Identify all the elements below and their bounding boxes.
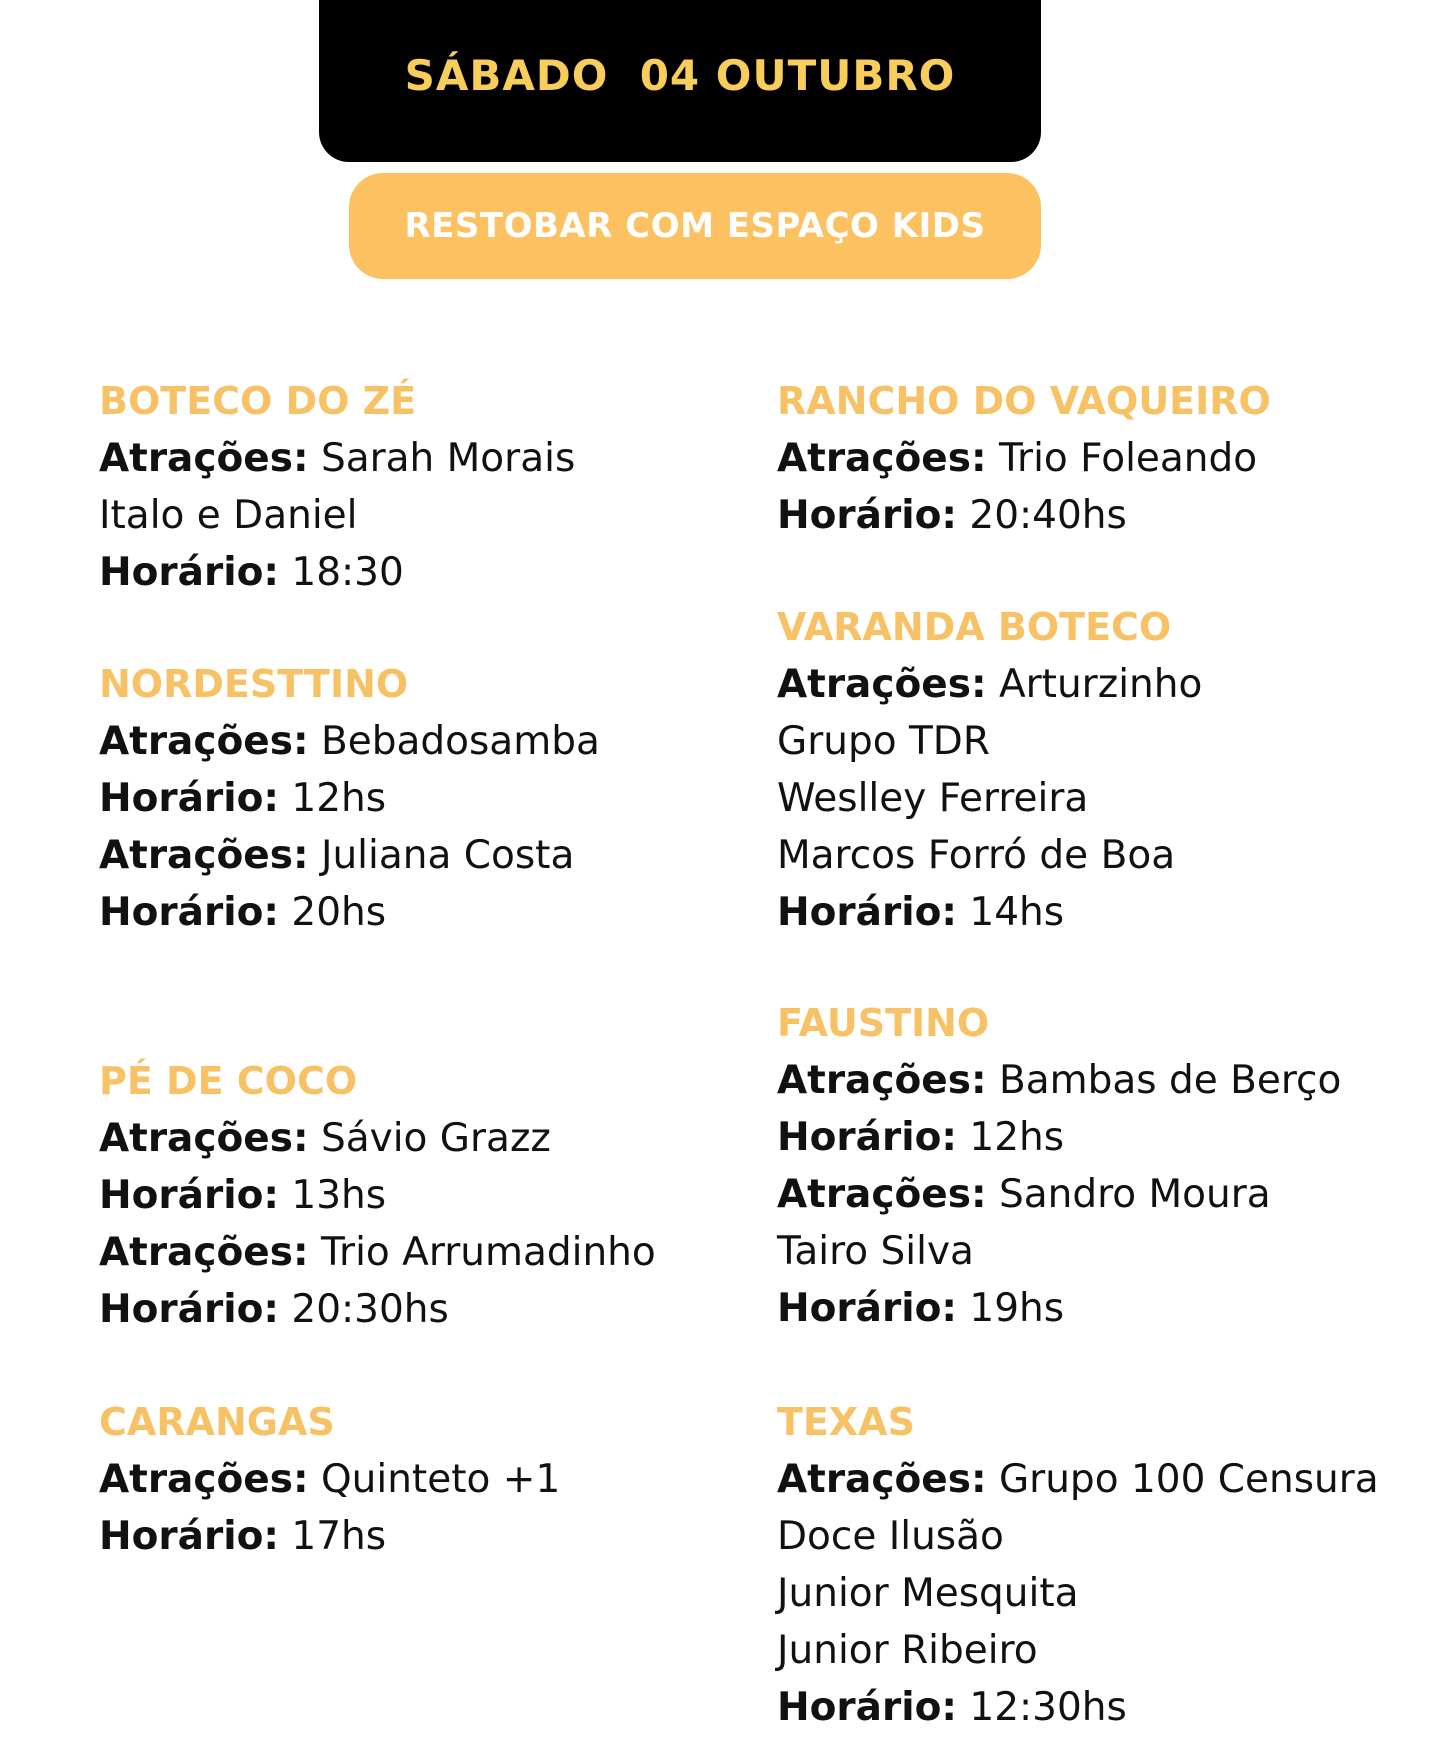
line-value: Tairo Silva xyxy=(777,1229,974,1274)
line-value: Trio Arrumadinho xyxy=(308,1230,656,1275)
venue-line xyxy=(777,1166,1341,1223)
venue-line xyxy=(99,1110,656,1167)
line-label: Horário: xyxy=(777,1685,957,1730)
venue-line xyxy=(777,487,1271,544)
venue-line xyxy=(777,884,1202,941)
line-value: Bebadosamba xyxy=(308,719,600,764)
line-value: 12hs xyxy=(956,1115,1065,1160)
line-value: Junior Ribeiro xyxy=(777,1628,1038,1673)
venue-line xyxy=(99,1224,656,1281)
line-value: Junior Mesquita xyxy=(777,1571,1079,1616)
venue-line xyxy=(777,1052,1341,1109)
line-label: Horário: xyxy=(99,1514,279,1559)
line-value: Marcos Forró de Boa xyxy=(777,833,1176,878)
line-label: Horário: xyxy=(777,890,957,935)
venue-right-3 xyxy=(777,1394,1379,1736)
venue-line xyxy=(777,656,1202,713)
venue-name: FAUSTINO xyxy=(777,1001,990,1045)
venue-left-3 xyxy=(99,1394,560,1565)
line-value: Quinteto +1 xyxy=(308,1457,561,1502)
line-value: Sandro Moura xyxy=(986,1172,1271,1217)
line-value: 14hs xyxy=(956,890,1065,935)
line-value: 20hs xyxy=(278,890,387,935)
line-label: Atrações: xyxy=(99,1457,309,1502)
line-label: Atrações: xyxy=(99,1116,309,1161)
venue-left-2 xyxy=(99,1053,656,1338)
line-value: Sarah Morais xyxy=(308,436,576,481)
line-label: Horário: xyxy=(777,1115,957,1160)
line-value: Arturzinho xyxy=(986,662,1203,707)
venue-line xyxy=(777,770,1202,827)
venue-line xyxy=(99,430,575,487)
venue-line xyxy=(99,713,600,770)
restobar-kids-badge xyxy=(349,173,1041,279)
line-value: Bambas de Berço xyxy=(986,1058,1342,1103)
line-label: Horário: xyxy=(99,776,279,821)
venue-line xyxy=(99,487,575,544)
venue-line xyxy=(777,1565,1379,1622)
venue-right-1 xyxy=(777,599,1202,941)
venue-name: VARANDA BOTECO xyxy=(777,605,1172,649)
line-value: Weslley Ferreira xyxy=(777,776,1089,821)
venue-name: PÉ DE COCO xyxy=(99,1059,358,1103)
line-value: 19hs xyxy=(956,1286,1065,1331)
venue-line xyxy=(777,827,1202,884)
line-label: Atrações: xyxy=(777,1457,987,1502)
venue-name: CARANGAS xyxy=(99,1400,335,1444)
line-value: Juliana Costa xyxy=(308,833,575,878)
venue-line xyxy=(777,430,1271,487)
venue-name: TEXAS xyxy=(777,1400,915,1444)
venue-line xyxy=(777,1280,1341,1337)
line-value: 13hs xyxy=(278,1173,387,1218)
line-label: Atrações: xyxy=(99,1230,309,1275)
venue-left-1 xyxy=(99,656,600,941)
venue-line xyxy=(777,1223,1341,1280)
venue-line xyxy=(777,1508,1379,1565)
venue-line xyxy=(99,884,600,941)
venue-line xyxy=(99,1281,656,1338)
line-value: Italo e Daniel xyxy=(99,493,358,538)
line-label: Horário: xyxy=(99,1173,279,1218)
venue-line xyxy=(777,1451,1379,1508)
venue-line xyxy=(777,1622,1379,1679)
line-label: Atrações: xyxy=(777,662,987,707)
line-value: 12hs xyxy=(278,776,387,821)
venue-line xyxy=(99,1451,560,1508)
venue-name: BOTECO DO ZÉ xyxy=(99,379,417,423)
event-date: SÁBADO 04 OUTUBRO xyxy=(404,50,956,100)
venue-right-2 xyxy=(777,995,1341,1337)
venue-line xyxy=(99,770,600,827)
restobar-kids-label: RESTOBAR COM ESPAÇO KIDS xyxy=(404,206,986,246)
line-label: Horário: xyxy=(99,550,279,595)
line-value: 17hs xyxy=(278,1514,387,1559)
line-label: Atrações: xyxy=(99,436,309,481)
venue-left-0 xyxy=(99,373,575,601)
venue-name: NORDESTTINO xyxy=(99,662,409,706)
line-label: Atrações: xyxy=(777,1058,987,1103)
venue-right-0 xyxy=(777,373,1271,544)
line-value: 12:30hs xyxy=(956,1685,1127,1730)
line-label: Atrações: xyxy=(99,833,309,878)
venue-line xyxy=(99,1167,656,1224)
line-label: Horário: xyxy=(99,890,279,935)
line-value: 18:30 xyxy=(278,550,404,595)
line-value: Grupo 100 Censura xyxy=(986,1457,1379,1502)
venue-line xyxy=(777,1679,1379,1736)
line-value: Sávio Grazz xyxy=(308,1116,551,1161)
line-value: 20:40hs xyxy=(956,493,1127,538)
line-label: Atrações: xyxy=(777,1172,987,1217)
line-value: Doce Ilusão xyxy=(777,1514,1004,1559)
venue-line xyxy=(99,544,575,601)
venue-line xyxy=(777,1109,1341,1166)
date-banner xyxy=(319,0,1041,162)
line-value: Grupo TDR xyxy=(777,719,990,764)
line-label: Horário: xyxy=(777,1286,957,1331)
line-label: Atrações: xyxy=(777,436,987,481)
line-value: 20:30hs xyxy=(278,1287,449,1332)
line-label: Horário: xyxy=(777,493,957,538)
venue-name: RANCHO DO VAQUEIRO xyxy=(777,379,1271,423)
line-label: Atrações: xyxy=(99,719,309,764)
venue-line xyxy=(777,713,1202,770)
line-value: Trio Foleando xyxy=(986,436,1258,481)
venue-line xyxy=(99,827,600,884)
venue-line xyxy=(99,1508,560,1565)
line-label: Horário: xyxy=(99,1287,279,1332)
